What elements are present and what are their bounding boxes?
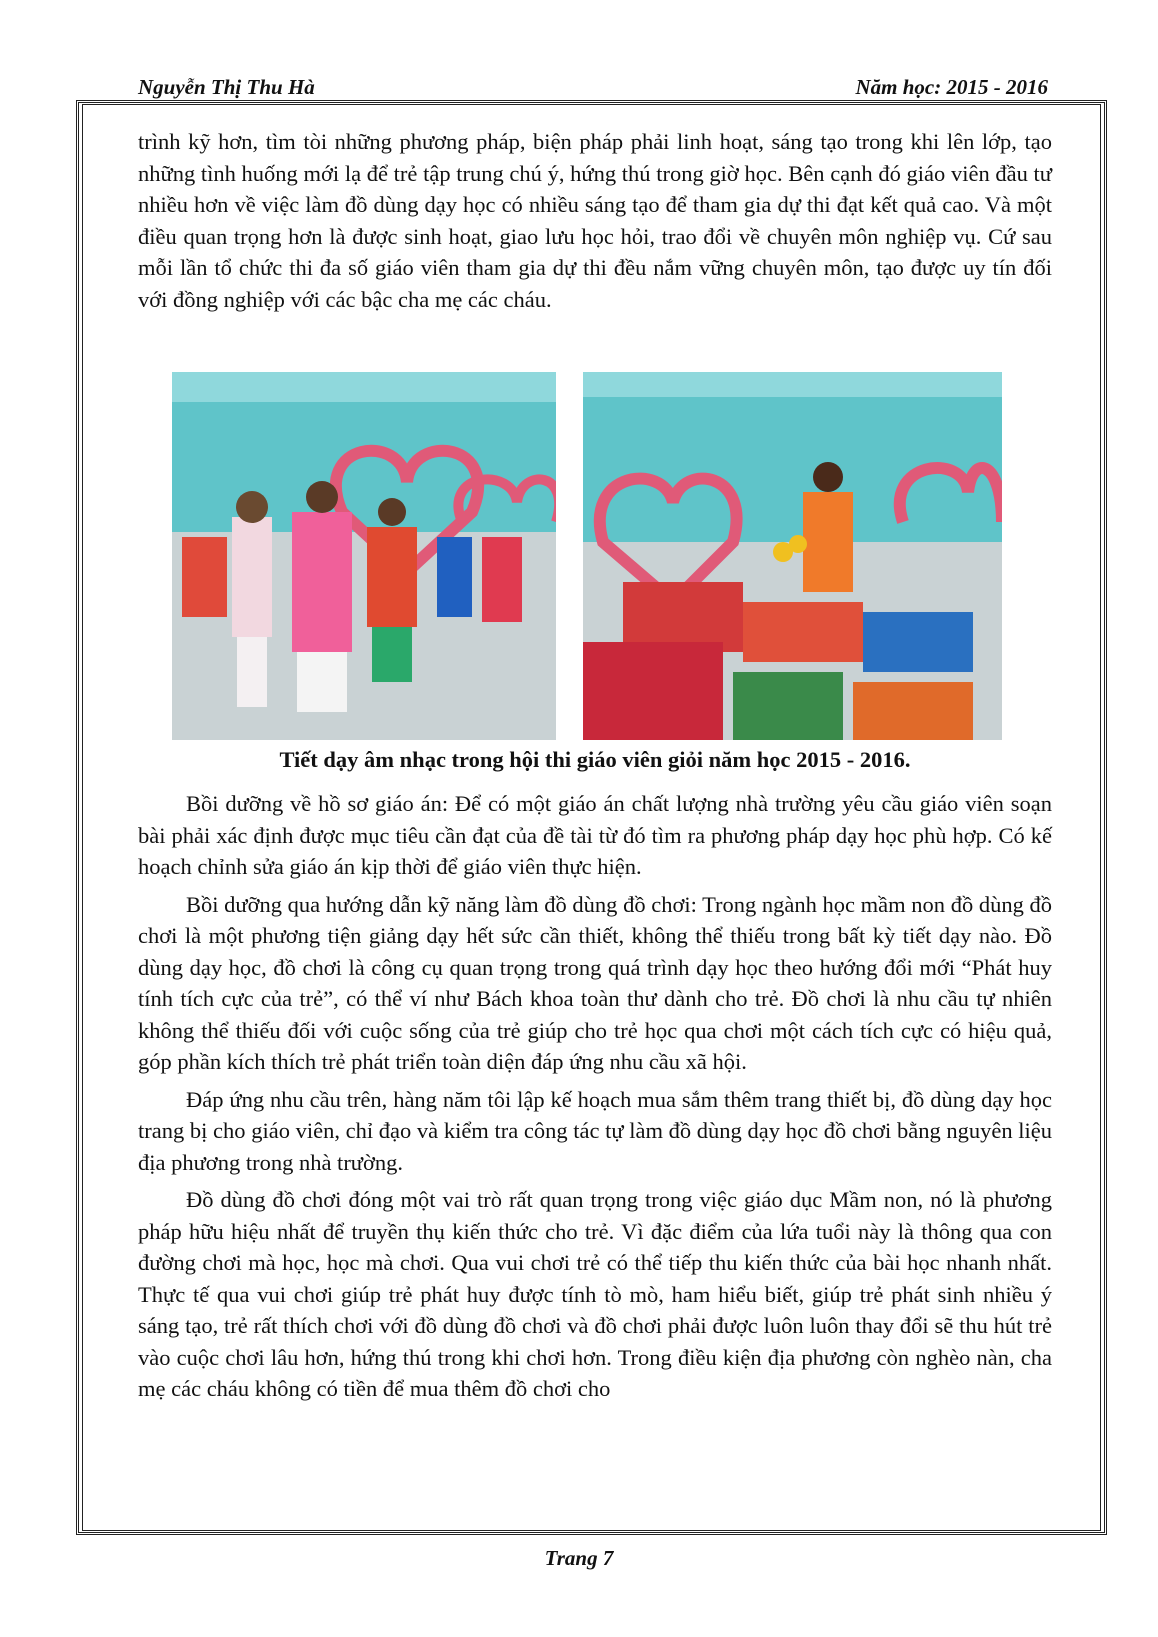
paragraph-lesson-plans: Bồi dưỡng về hồ sơ giáo án: Để có một giáo án chất lượng nhà trường yêu cầu giáo viên soạn bài phải xác định được mục tiêu cần đạt của đề tài từ đó tìm ra phương pháp dạy học phù hợp. Có kế hoạch chỉnh sửa giáo án kịp thời để giáo viên thực hiện.: [138, 791, 1052, 879]
paragraph-equipment-plan: Đáp ứng nhu cầu trên, hàng năm tôi lập kế hoạch mua sắm thêm trang thiết bị, đồ dùng dạy học trang bị cho giáo viên, chỉ đạo và kiểm tra công tác tự làm đồ dùng dạy học đồ chơi bằng nguyên liệu địa phương trong nhà trường.: [138, 1086, 1052, 1175]
page-number: Trang 7: [544, 1546, 614, 1570]
school-year: Năm học: 2015 - 2016: [855, 75, 1048, 99]
page-header: [130, 72, 1058, 102]
body-text-top: [138, 126, 1052, 315]
paragraph-continued: trình kỹ hơn, tìm tòi những phương pháp, biện pháp phải linh hoạt, sáng tạo trong khi lên lớp, tạo những tình huống mới lạ để trẻ tập trung chú ý, hứng thú trong giờ học. Bên cạnh đó giáo viên đầu tư nhiều hơn về việc làm đồ dùng dạy học có nhiều sáng tạo để tham gia dự thi đạt kết quả cao. Và một điều quan trọng hơn là được sinh hoạt, giao lưu học hỏi, trao đổi về chuyên môn nghiệp vụ. Cứ sau mỗi lần tổ chức thi đa số giáo viên tham gia dự thi đều nắm vững chuyên môn, tạo được uy tín đối với đồng nghiệp với các bậc cha mẹ các cháu.: [138, 129, 1052, 312]
photo-children-dancing: [172, 372, 556, 740]
paragraph-toy-making-skills: Bồi dưỡng qua hướng dẫn kỹ năng làm đồ dùng đồ chơi: Trong ngành học mầm non đồ dùng đồ chơi là một phương tiện giảng dạy hết sức cần thiết, không thể thiếu trong bất kỳ tiết dạy nào. Đồ dùng dạy học, đồ chơi là công cụ quan trọng trong quá trình dạy học theo hướng đổi mới “Phát huy tính tích cực của trẻ”, có thể ví như Bách khoa toàn thư dành cho trẻ. Đồ chơi là nhu cầu tự nhiên không thể thiếu đối với cuộc sống của trẻ giúp cho trẻ học qua chơi một cách tích cực có hiệu quả, góp phần kích thích trẻ phát triển toàn diện đáp ứng nhu cầu xã hội.: [138, 891, 1052, 1074]
body-text-bottom: [138, 788, 1052, 1405]
author-name: Nguyễn Thị Thu Hà: [138, 75, 315, 99]
photo-teacher-with-class: [583, 372, 1002, 740]
paragraph-toy-importance: Đồ dùng đồ chơi đóng một vai trò rất quan trọng trong việc giáo dục Mầm non, nó là phương pháp hữu hiệu nhất để truyền thụ kiến thức cho trẻ. Vì đặc điểm của lứa tuổi này là thông qua con đường chơi mà học, học mà chơi. Qua vui chơi trẻ có thể tiếp thu kiến thức của bài học nhanh nhất. Thực tế qua vui chơi giúp trẻ phát huy được tính tò mò, ham hiểu biết, giúp trẻ phát sinh nhiều ý sáng tạo, trẻ rất thích chơi với đồ dùng đồ chơi và đồ chơi phải được luôn luôn thay đổi sẽ thu hút trẻ vào cuộc chơi lâu hơn, hứng thú trong khi chơi hơn. Trong điều kiện địa phương còn nghèo nàn, cha mẹ các cháu không có tiền để mua thêm đồ chơi cho: [138, 1187, 1052, 1401]
photo-caption: Tiết dạy âm nhạc trong hội thi giáo viên giỏi năm học 2015 - 2016.: [279, 747, 911, 772]
